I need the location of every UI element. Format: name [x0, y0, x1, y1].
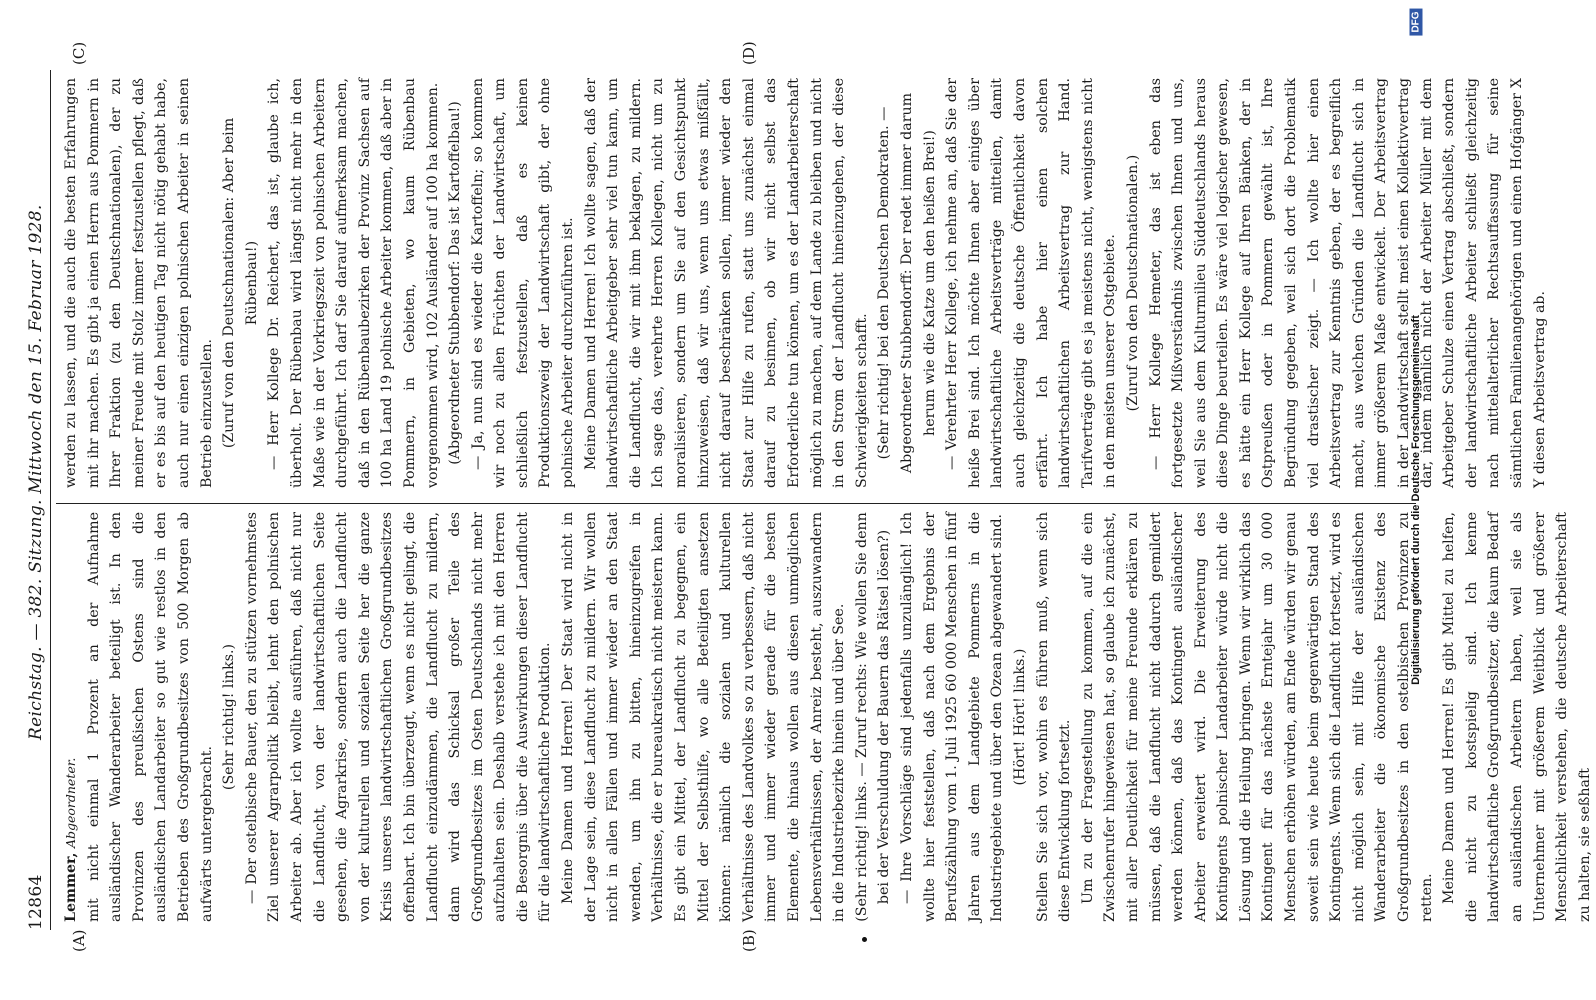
page-title: Reichstag. — 382. Sitzung. Mittwoch den 15. Februar 1928.	[26, 204, 46, 740]
interjection: (Sehr richtig! links. — Zuruf rechts: Wie wollen Sie denn bei der Verschuldung der Bauern das Rätsel lösen?)	[853, 512, 893, 922]
speaker-role: Abgeordneter.	[63, 757, 78, 849]
interjection: (Sehr richtig! bei den Deutschen Demokraten. — Abgeordneter Stubbendorff: Der redet immer darum herum wie die Katze um den heißen Brei!)	[876, 92, 938, 474]
speaker-line	[60, 512, 83, 922]
text-column-right	[60, 78, 1548, 488]
paragraph: Um zu der Fragestellung zu kommen, auf die ein Zwischenrufer hingewiesen hat, so glaube ich zunächst, mit aller Deutlichkeit für meine Freunde erklären zu müssen, daß die Landflucht nicht dadurch gemildert werden können, daß das Kontingent ausländischer Arbeiter erweitert wird. Die Erweiterung des Kontingents polnischer Landarbeiter würde nicht die Lösung und die Heilung bringen. Wenn wir wirklich das Kontingent für das nächste Erntejahr um 30 000 Menschen erhöhen würden, am Ende würden wir genau soweit sein wie heute beim gegenwärtigen Stand des Kontingents. Wenn sich die Landflucht fortsetzt, wird es nicht möglich sein, mit Hilfe der ausländischen Wanderarbeiter die ökonomische Existenz des Großgrundbesitzes in den ostelbischen Provinzen zu retten.	[1079, 512, 1435, 922]
speaker-name: Lemmer,	[63, 852, 79, 922]
header-rule	[50, 70, 51, 930]
paragraph: — Der ostelbische Bauer, den zu stützen vornehmstes Ziel unserer Agrarpolitik bleibt, lehnt den polnischen Arbeiter ab. Aber ich wollte ausführen, daß nicht nur die Landflucht, von der landwirtschaftlichen Seite gesehen, die Agrarkrise, sondern auch die Landflucht von der kulturellen und sozialen Seite her die ganze Krisis unseres landwirtschaftlichen Großgrundbesitzes offenbart. Ich bin überzeugt, wenn es nicht gelingt, die Landflucht einzudämmen, die Landflucht zu mildern, dann wird das Schicksal großer Teile des Großgrundbesitzes im Osten Deutschlands nicht mehr aufzuhalten sein. Deshalb verstehe ich mit den Herren die Besorgnis über die Auswirkungen dieser Landflucht für die landwirtschaftliche Produktion.	[243, 512, 554, 922]
digitization-credit: Digitalisierung gefördert durch die Deutsche Forschungsgemeinschaft	[1410, 315, 1422, 685]
page-number: 12864	[26, 874, 46, 930]
interjection: (Zuruf von den Deutschnationalen.)	[1124, 154, 1141, 412]
interjection: (Hört! Hört! links.)	[1011, 648, 1028, 786]
margin-marker-a: (A)	[70, 929, 88, 952]
paragraph: — Herr Kollege Hemeter, das ist eben das fortgesetzte Mißverständnis zwischen Ihnen und uns, weil Sie aus dem Kulturmilieu Süddeutschlands heraus diese Dinge beurteilen. Es wäre viel logischer gewesen, es hätte ein Herr Kollege auf Ihren Bänken, der in Ostpreußen oder in Pommern gewählt ist, Ihre Begründung gegeben, weil sich dort die Problematik viel drastischer zeigt. — Ich wollte hier einen Arbeitsvertrag zur Kenntnis geben, der es begreiflich macht, aus welchen Gründen die Landflucht sich in immer größerem Maße entwickelt. Der Arbeitsvertrag in der Landwirtschaft stellt meist einen Kollektivvertrag dar, indem nämlich nicht der Arbeiter Müller mit dem Arbeitgeber Schulze einen Vertrag abschließt, sondern der landwirtschaftliche Arbeiter schließt gleichzeitig nach mittelalterlicher Rechtsauffassung für seine sämtlichen Familienangehörigen und einen Hofgänger X Y diesen Arbeitsvertrag ab.	[1147, 78, 1548, 488]
paragraph: — Herr Kollege Dr. Reichert, das ist, glaube ich, überholt. Der Rübenbau wird längst nicht mehr in den Maße wie in der Vorkriegszeit von polnischen Arbeitern durchgeführt. Ich darf Sie darauf aufmerksam machen, daß in den Rübenbaubezirken der Provinz Sachsen auf 100 ha Land 19 polnische Arbeiter kommen, daß aber in Pommern, in Gebieten, wo kaum Rübenbau vorgenommen wird, 102 Ausländer auf 100 ha kommen.	[266, 78, 441, 488]
interjection: (Zuruf von den Deutschnationalen: Aber beim Rübenbau!)	[221, 117, 260, 449]
paragraph: — Ja, nun sind es wieder die Kartoffeln; so kommen wir noch zu allen Früchten der Landwirtschaft, um schließlich festzustellen, daß es keinen Produktionszweig der Landwirtschaft gibt, der ohne polnische Arbeiter durchzuführen ist.	[469, 78, 577, 488]
paragraph: Stellen Sie sich vor, wohin es führen muß, wenn sich diese Entwicklung fortsetzt.	[1034, 512, 1074, 922]
page-header	[12, 70, 46, 930]
column-divider	[56, 503, 1416, 504]
margin-marker-d: (D)	[740, 41, 758, 65]
paragraph: — Ihre Vorschläge sind jedenfalls unzulänglich! Ich wollte hier feststellen, daß nach dem Ergebnis der Berufszählung vom 1. Juli 1925 60 000 Menschen in fünf Jahren aus dem Landgebiete Pommerns in die Industriegebiete und über den Ozean abgewandert sind.	[898, 512, 1006, 922]
margin-dot	[862, 937, 867, 942]
interjection: (Abgeordneter Stubbendorf: Das ist Kartoffelbau!)	[447, 101, 464, 465]
interjection: (Sehr richtig! links.)	[221, 643, 238, 791]
text-column-left	[60, 512, 1593, 922]
margin-marker-b: (B)	[740, 929, 758, 952]
paragraph: Meine Damen und Herren! Es gibt Mittel zu helfen, die nicht zu kostspielig sind. Ich kenne landwirtschaftliche Großgrundbesitzer, die kaum Bedarf an ausländischen Arbeitern haben, weil sie als Unternehmer mit größerem Weitblick und größerer Menschlichkeit verstehen, die deutsche Arbeiterschaft zu halten, sie seßhaft	[1441, 512, 1593, 922]
paragraph: Meine Damen und Herren! Der Staat wird nicht in der Lage sein, diese Landflucht zu mildern. Wir wollen nicht in allen Fällen und immer wieder an den Staat wenden, um ihn zu bitten, hineinzugreifen in Verhältnisse, die er bureaukratisch nicht meistern kann. Es gibt ein Mittel, der Landflucht zu begegnen, ein Mittel der Selbsthilfe, wo alle Beteiligten ansetzen können: nämlich die sozialen und kulturellen Verhältnisse des Landvolkes so zu verbessern, daß nicht immer und immer wieder gerade für die besten Elemente, die hinaus wollen aus diesen unmöglichen Lebensverhältnissen, der Anreiz besteht, auszuwandern in die Industriebezirke hinein und über See.	[560, 512, 848, 922]
margin-marker-c: (C)	[70, 41, 88, 65]
paragraph: werden zu lassen, und die auch die besten Erfahrungen mit ihr machen. Es gibt ja einen Herrn aus Pommern in Ihrer Fraktion (zu den Deutschnationalen), der zu meiner Freude mit Stolz immer festzustellen pflegt, daß er es bis auf den heutigen Tag nicht nötig gehabt habe, auch nur einen einzigen polnischen Arbeiter in seinen Betrieb einzustellen.	[63, 78, 215, 488]
paragraph: mit nicht einmal 1 Prozent an der Aufnahme ausländischer Wanderarbeiter beteiligt ist. In den Provinzen des preußischen Ostens sind die ausländischen Landarbeiter so gut wie restlos in den Betrieben des Großgrundbesitzes von 500 Morgen ab aufwärts untergebracht.	[85, 512, 215, 922]
paragraph: Meine Damen und Herren! Ich wollte sagen, daß der landwirtschaftliche Arbeitgeber sehr viel tun kann, um die Landflucht, die wir mit ihm beklagen, zu mildern. Ich sage das, verehrte Herren Kollegen, nicht um zu moralisieren, sondern um Sie auf den Gesichtspunkt hinzuweisen, daß wir uns, wenn uns etwas mißfällt, nicht darauf beschränken sollen, immer wieder den Staat zur Hilfe zu rufen, statt uns zunächst einmal darauf zu besinnen, ob wir nicht selbst das Erforderliche tun können, um es der Landarbeiterschaft möglich zu machen, auf dem Lande zu bleiben und nicht in den Strom der Landflucht hineinzugehen, der diese Schwierigkeiten schafft.	[582, 78, 870, 488]
dfg-logo: DFG	[1410, 8, 1423, 35]
paragraph: — Verehrter Herr Kollege, ich nehme an, daß Sie der heiße Brei sind. Ich möchte Ihnen aber einiges über landwirtschaftliche Arbeitsverträge mitteilen, damit auch gleichzeitig die deutsche Öffentlichkeit davon erfährt. Ich habe hier einen solchen landwirtschaftlichen Arbeitsvertrag zur Hand. Tarifverträge gibt es ja meistens nicht, wenigstens nicht in den meisten unserer Ostgebiete.	[944, 78, 1119, 488]
